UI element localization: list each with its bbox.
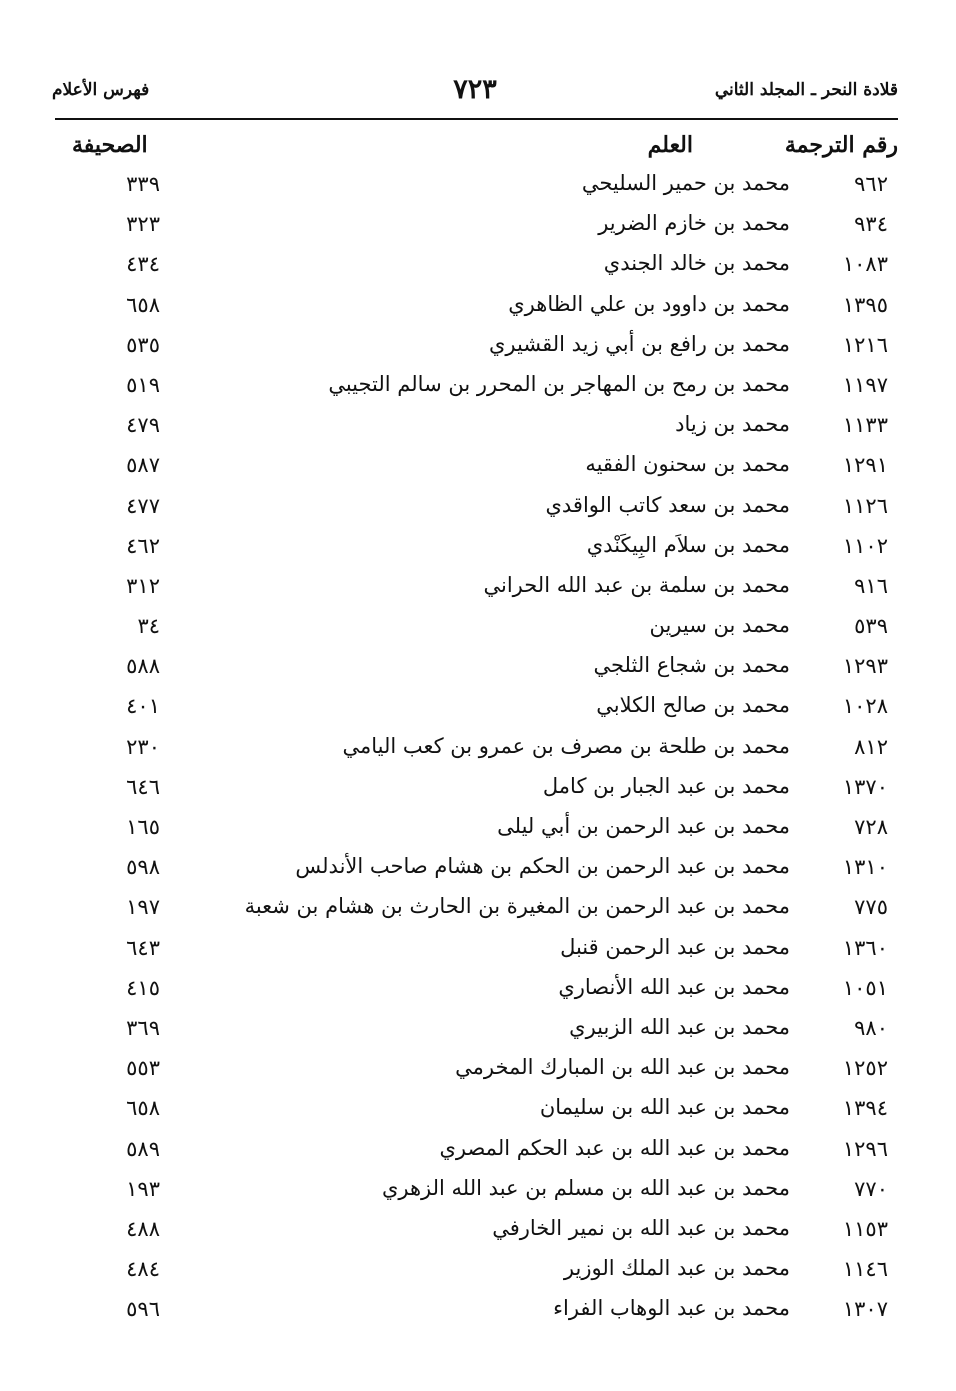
entry-biography-number: ٧٧٠ [854, 1176, 888, 1201]
entry-person-name: محمد بن داوود بن علي الظاهري [508, 291, 790, 316]
entry-person-name: محمد بن عبد الرحمن قنبل [560, 934, 790, 959]
entry-page-reference: ٤٠١ [126, 694, 160, 719]
entry-page-reference: ٥٩٦ [126, 1297, 160, 1322]
index-entry [52, 570, 898, 610]
entry-page-reference: ٣٦٩ [126, 1015, 160, 1040]
entry-page-reference: ٦٥٨ [126, 1096, 160, 1121]
index-entry [52, 449, 898, 489]
entry-page-reference: ٤٨٤ [126, 1257, 160, 1282]
index-entry [52, 811, 898, 851]
running-header [52, 74, 898, 110]
entry-person-name: محمد بن عبد الله بن سليمان [539, 1095, 790, 1120]
entry-page-reference: ٤٣٤ [126, 252, 160, 277]
entry-page-reference: ٥٥٣ [126, 1056, 160, 1081]
entry-biography-number: ١٣٩٥ [842, 292, 888, 317]
entry-biography-number: ٥٣٩ [854, 614, 888, 639]
entry-person-name: محمد بن زياد [675, 412, 790, 437]
entry-person-name: محمد بن عبد الرحمن بن المغيرة بن الحارث بن هشام بن شعبة [244, 894, 790, 919]
entry-page-reference: ١٩٣ [126, 1176, 160, 1201]
entry-biography-number: ١١٥٣ [842, 1216, 888, 1241]
entry-page-reference: ٥٣٥ [126, 332, 160, 357]
index-entry [52, 972, 898, 1012]
index-entry [52, 1092, 898, 1132]
entry-page-reference: ٥٩٨ [126, 855, 160, 880]
entry-biography-number: ٩١٦ [854, 573, 888, 598]
index-entry [52, 490, 898, 530]
entry-biography-number: ١٠٨٣ [842, 252, 888, 277]
column-header-page: الصحيفة [72, 132, 148, 158]
entry-page-reference: ٥٨٩ [126, 1136, 160, 1161]
column-headers [52, 132, 898, 166]
index-entry [52, 329, 898, 369]
entry-page-reference: ٤٦٢ [126, 533, 160, 558]
entry-biography-number: ١٠٢٨ [842, 694, 888, 719]
column-header-number: رقم الترجمة [784, 132, 898, 158]
entry-biography-number: ١٢٩٦ [842, 1136, 888, 1161]
index-entry [52, 1173, 898, 1213]
entry-person-name: محمد بن عبد الله بن المبارك المخرمي [455, 1055, 790, 1080]
entry-page-reference: ١٦٥ [126, 815, 160, 839]
entry-biography-number: ١٣١٠ [842, 855, 888, 880]
entry-biography-number: ١٢٩٣ [842, 654, 888, 679]
entry-person-name: محمد بن شجاع الثلجي [593, 653, 790, 678]
entry-page-reference: ٥١٩ [126, 372, 160, 397]
entry-page-reference: ٣٢٣ [126, 212, 160, 237]
index-entry [52, 1133, 898, 1173]
section-title: فهرس الأعلام [52, 80, 150, 100]
index-entries-list [52, 168, 898, 1333]
entry-page-reference: ٢٣٠ [126, 734, 160, 759]
entry-page-reference: ١٩٧ [126, 895, 160, 920]
entry-person-name: محمد بن عبد الرحمن بن الحكم بن هشام صاحب الأندلس [295, 854, 790, 879]
entry-page-reference: ٤٧٧ [126, 493, 160, 518]
entry-person-name: محمد بن عبد الجبار بن كامل [542, 773, 790, 798]
entry-person-name: محمد بن رافع بن أبي زيد القشيري [488, 331, 790, 356]
index-entry [52, 690, 898, 730]
entry-person-name: محمد بن عبد الله بن مسلم بن عبد الله الزهري [381, 1175, 790, 1200]
entry-biography-number: ١٢١٦ [842, 332, 888, 357]
index-entry [52, 369, 898, 409]
entry-person-name: محمد بن خالد الجندي [603, 251, 790, 276]
entry-person-name: محمد بن سحنون الفقيه [585, 452, 790, 477]
entry-page-reference: ٤١٥ [126, 975, 160, 1000]
index-entry [52, 891, 898, 931]
index-entry [52, 1012, 898, 1052]
index-entry [52, 771, 898, 811]
entry-person-name: محمد بن عبد الوهاب الفراء [553, 1296, 790, 1321]
entry-biography-number: ١٠٥١ [842, 975, 888, 1000]
entry-biography-number: ٩٦٢ [854, 172, 888, 196]
index-entry [52, 932, 898, 972]
entry-page-reference: ٥٨٧ [126, 453, 160, 478]
entry-person-name: محمد بن عبد الله بن نمير الخارفي [492, 1215, 790, 1240]
entry-biography-number: ١٣٦٠ [842, 935, 888, 960]
entry-person-name: محمد بن عبد الله الأنصاري [558, 974, 790, 999]
entry-page-reference: ٥٨٨ [126, 654, 160, 679]
entry-person-name: محمد بن سعد كاتب الواقدي [545, 492, 790, 517]
entry-person-name: محمد بن عبد الله بن عبد الحكم المصري [439, 1135, 790, 1160]
entry-person-name: محمد بن حمير السليحي [581, 171, 790, 195]
entry-person-name: محمد بن عبد الرحمن بن أبي ليلى [497, 814, 790, 838]
index-entry [52, 1213, 898, 1253]
entry-biography-number: ٩٣٤ [854, 212, 888, 237]
entry-biography-number: ٩٨٠ [854, 1015, 888, 1040]
index-entry [52, 530, 898, 570]
entry-page-reference: ٣٣٩ [126, 172, 160, 196]
entry-biography-number: ١١٤٦ [842, 1257, 888, 1282]
index-entry [52, 731, 898, 771]
entry-biography-number: ١١٢٦ [842, 493, 888, 518]
index-entry [52, 650, 898, 690]
entry-biography-number: ١١٩٧ [842, 372, 888, 397]
index-entry [52, 248, 898, 288]
entry-person-name: محمد بن عبد الملك الوزير [563, 1256, 790, 1281]
index-entry [52, 1293, 898, 1333]
entry-biography-number: ١٣٧٠ [842, 774, 888, 799]
book-title: قلادة النحر ـ المجلد الثاني [714, 80, 898, 100]
header-divider [55, 118, 898, 120]
entry-person-name: محمد بن رمح بن المهاجر بن المحرر بن سالم التجيبي [328, 371, 790, 396]
entry-biography-number: ١٢٥٢ [842, 1056, 888, 1081]
entry-person-name: محمد بن سلمة بن عبد الله الحراني [483, 572, 790, 597]
page-number: ٧٢٣ [453, 74, 497, 105]
index-entry [52, 610, 898, 650]
entry-page-reference: ٦٥٨ [126, 292, 160, 317]
entry-person-name: محمد بن سلاَم البِيكَنْدي [586, 532, 790, 557]
index-entry [52, 168, 898, 208]
entry-person-name: محمد بن طلحة بن مصرف بن عمرو بن كعب اليامي [342, 733, 790, 758]
entry-page-reference: ٣٤ [137, 614, 160, 639]
index-entry [52, 409, 898, 449]
entry-biography-number: ٧٢٨ [854, 815, 888, 839]
entry-page-reference: ٤٨٨ [126, 1216, 160, 1241]
index-entry [52, 289, 898, 329]
index-entry [52, 851, 898, 891]
entry-biography-number: ١٣٠٧ [842, 1297, 888, 1322]
entry-biography-number: ٧٧٥ [854, 895, 888, 920]
entry-biography-number: ١٣٩٤ [842, 1096, 888, 1121]
entry-page-reference: ٦٤٣ [126, 935, 160, 960]
entry-page-reference: ٤٧٩ [126, 413, 160, 438]
entry-biography-number: ٨١٢ [854, 734, 888, 759]
entry-person-name: محمد بن خازم الضرير [598, 211, 790, 236]
entry-person-name: محمد بن صالح الكلابي [596, 693, 790, 718]
index-entry [52, 1052, 898, 1092]
entry-biography-number: ١٢٩١ [842, 453, 888, 478]
entry-person-name: محمد بن سيرين [649, 613, 790, 638]
entry-person-name: محمد بن عبد الله الزبيري [569, 1014, 790, 1039]
column-header-name: العلم [647, 132, 693, 158]
entry-page-reference: ٦٤٦ [126, 774, 160, 799]
index-entry [52, 1253, 898, 1293]
entry-biography-number: ١١٣٣ [842, 413, 888, 438]
index-entry [52, 208, 898, 248]
entry-biography-number: ١١٠٢ [842, 533, 888, 558]
entry-page-reference: ٣١٢ [126, 573, 160, 598]
